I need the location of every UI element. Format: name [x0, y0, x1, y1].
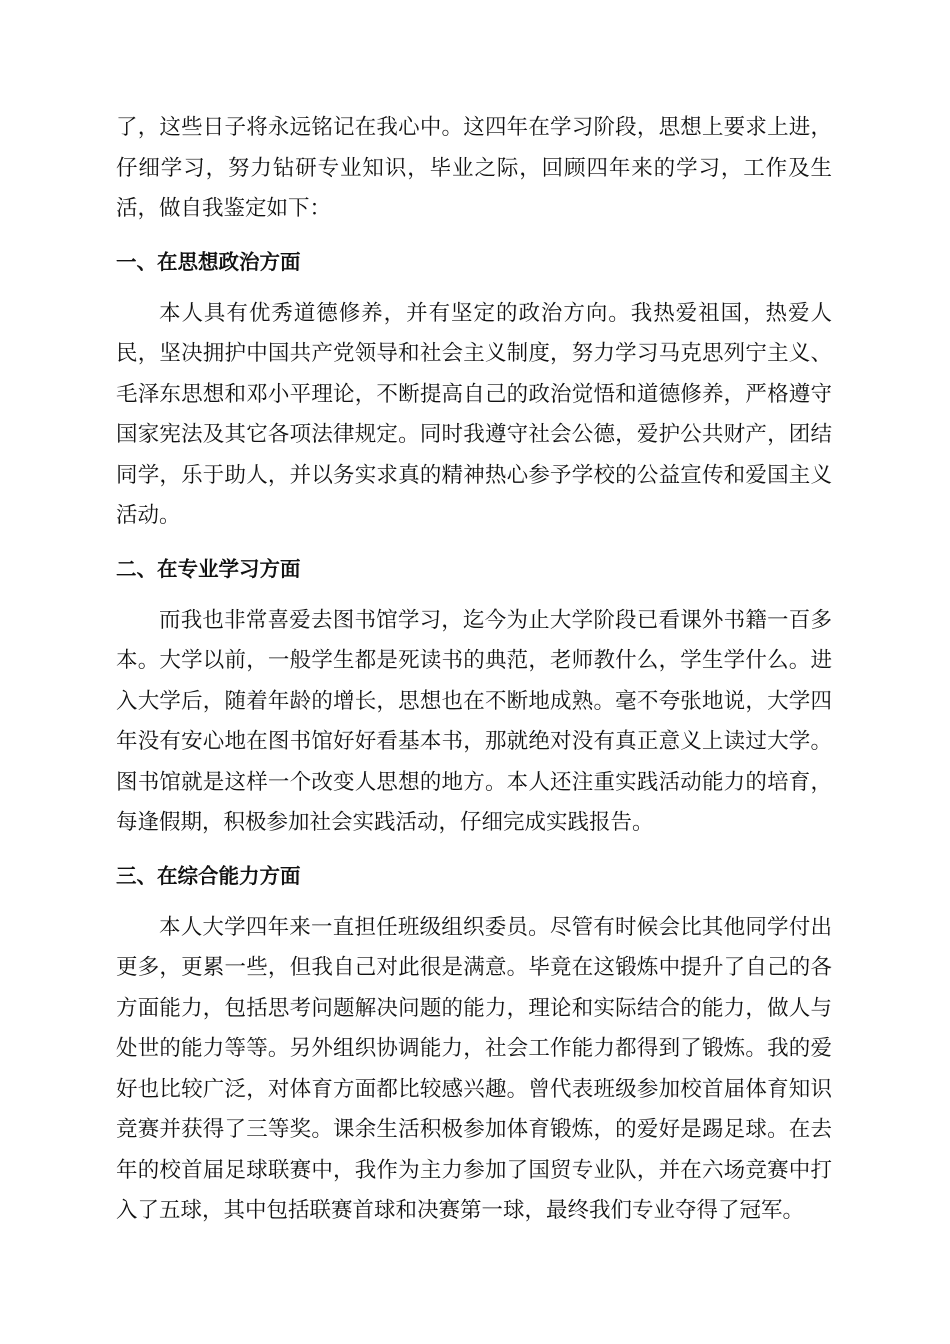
- document-body: [116, 108, 832, 1232]
- section-heading-political: 一、在思想政治方面: [116, 249, 301, 274]
- section-heading-ability: 三、在综合能力方面: [116, 863, 301, 888]
- section-heading-study: 二、在专业学习方面: [116, 556, 301, 581]
- intro-paragraph: 了，这些日子将永远铭记在我心中。这四年在学习阶段，思想上要求上进，仔细学习，努力钻研专业知识，毕业之际，回顾四年来的学习，工作及生活，做自我鉴定如下：: [116, 115, 832, 221]
- section-paragraph-study: 而我也非常喜爱去图书馆学习，迄今为止大学阶段已看课外书籍一百多本。大学以前，一般学生都是死读书的典范，老师教什么，学生学什么。进入大学后，随着年龄的增长，思想也在不断地成熟。毫不夸张地说，大学四年没有安心地在图书馆好好看基本书，那就绝对没有真正意义上读过大学。图书馆就是这样一个改变人思想的地方。本人还注重实践活动能力的培育，每逢假期，积极参加社会实践活动，仔细完成实践报告。: [116, 607, 832, 835]
- section-paragraph-ability: 本人大学四年来一直担任班级组织委员。尽管有时候会比其他同学付出更多，更累一些，但我自己对此很是满意。毕竟在这锻炼中提升了自己的各方面能力，包括思考问题解决问题的能力，理论和实际结合的能力，做人与处世的能力等等。另外组织协调能力，社会工作能力都得到了锻炼。我的爱好也比较广泛，对体育方面都比较感兴趣。曾代表班级参加校首届体育知识竞赛并获得了三等奖。课余生活积极参加体育锻炼，的爱好是踢足球。在去年的校首届足球联赛中，我作为主力参加了国贸专业队，并在六场竞赛中打入了五球，其中包括联赛首球和决赛第一球，最终我们专业夺得了冠军。: [116, 914, 832, 1223]
- section-paragraph-political: 本人具有优秀道德修养，并有坚定的政治方向。我热爱祖国，热爱人民，坚决拥护中国共产党领导和社会主义制度，努力学习马克思列宁主义、毛泽东思想和邓小平理论，不断提高自己的政治觉悟和道德修养，严格遵守国家宪法及其它各项法律规定。同时我遵守社会公德，爱护公共财产，团结同学，乐于助人，并以务实求真的精神热心参予学校的公益宣传和爱国主义活动。: [116, 300, 832, 528]
